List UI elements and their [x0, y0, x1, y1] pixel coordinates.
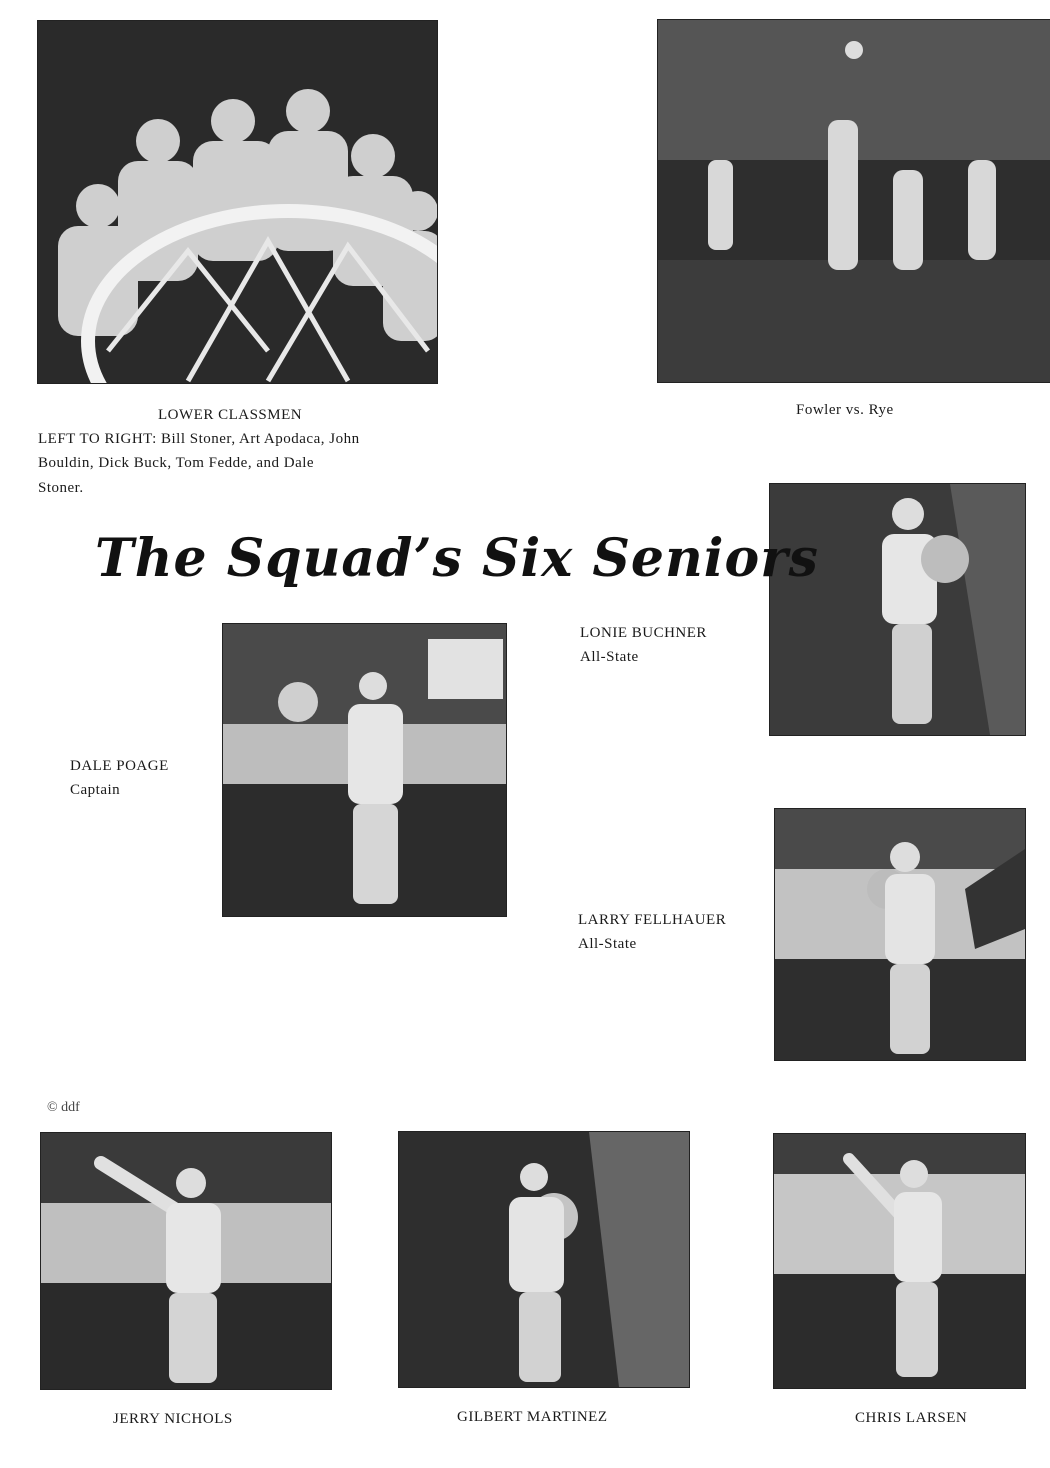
gilbert-martinez-name: GILBERT MARTINEZ: [457, 1409, 608, 1425]
page-title: The Squad’s Six Seniors: [95, 528, 819, 589]
jerry-nichols-name: JERRY NICHOLS: [113, 1411, 233, 1427]
lower-classmen-line-1: LEFT TO RIGHT: Bill Stoner, Art Apodaca, John: [38, 431, 360, 447]
copyright-text: © ddf: [47, 1100, 80, 1115]
jerry-nichols-photo: [40, 1132, 332, 1390]
lower-classmen-line-2: Bouldin, Dick Buck, Tom Fedde, and Dale: [38, 455, 315, 471]
game-photo-caption: Fowler vs. Rye: [796, 402, 894, 418]
lonie-buchner-name: LONIE BUCHNER: [580, 625, 707, 641]
lower-classmen-heading: LOWER CLASSMEN: [158, 407, 303, 423]
chris-larsen-name: CHRIS LARSEN: [855, 1410, 968, 1426]
larry-fellhauer-photo: [774, 808, 1026, 1061]
game-photo: [657, 19, 1050, 383]
larry-fellhauer-note: All-State: [578, 936, 637, 952]
lonie-buchner-photo: [769, 483, 1026, 736]
lonie-buchner-note: All-State: [580, 649, 639, 665]
gilbert-martinez-photo: [398, 1131, 690, 1388]
chris-larsen-photo: [773, 1133, 1026, 1389]
larry-fellhauer-name: LARRY FELLHAUER: [578, 912, 727, 928]
dale-poage-name: DALE POAGE: [70, 758, 169, 774]
dale-poage-photo: [222, 623, 507, 917]
dale-poage-note: Captain: [70, 782, 121, 798]
lower-classmen-photo: [37, 20, 438, 384]
lower-classmen-line-3: Stoner.: [38, 480, 84, 496]
